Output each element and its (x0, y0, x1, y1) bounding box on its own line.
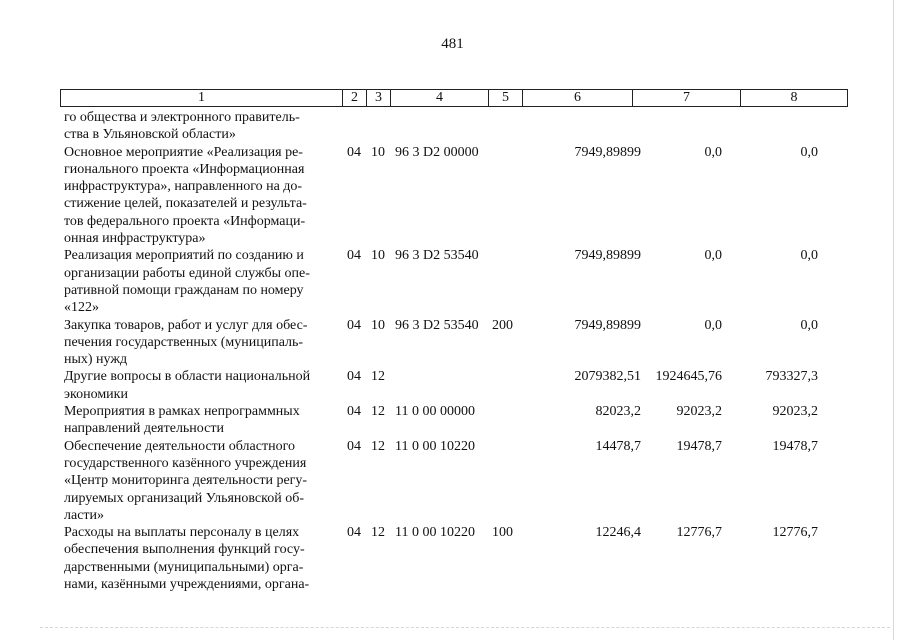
target-article-code: 96 3 D2 00000 (395, 144, 479, 160)
section-code: 04 (347, 525, 361, 541)
row-name: Расходы на выплаты персоналу в целях обеспечения выполнения функций госу- дарственными (муниципальными) орга- нами, казёнными учреждениями, органа- (64, 525, 310, 593)
table-body (64, 109, 854, 593)
amount-col6: 14478,7 (595, 438, 641, 454)
target-article-code: 11 0 00 10220 (395, 525, 475, 541)
table-row (64, 438, 854, 525)
section-code: 04 (347, 248, 361, 264)
row-name: Основное мероприятие «Реализация ре- гионального проекта «Информационная инфраструктура», направленного на до- стижение целей, показателей и результа- тов федерального проекта «Информаци- онная инфраструктура» (64, 144, 307, 247)
amount-col6: 7949,89899 (574, 144, 641, 160)
amount-col8: 12776,7 (772, 525, 818, 541)
table-row (64, 109, 854, 144)
amount-col6: 2079382,51 (574, 369, 641, 385)
page-number: 481 (441, 36, 464, 52)
expense-type-code: 100 (492, 525, 513, 541)
target-article-code: 11 0 00 00000 (395, 404, 475, 420)
subsection-code: 10 (371, 248, 385, 264)
column-header: 7 (633, 90, 741, 107)
section-code: 04 (347, 438, 361, 454)
row-name: го общества и электронного правитель- ства в Ульяновской области» (64, 110, 300, 143)
amount-col7: 0,0 (704, 317, 722, 333)
scan-edge (40, 627, 890, 628)
column-header: 6 (523, 90, 633, 107)
column-header: 8 (741, 90, 848, 107)
row-name: Обеспечение деятельности областного государственного казённого учреждения «Центр мониторинга деятельности регу- лируемых организаций Ульяновской об- ласти» (64, 438, 308, 523)
amount-col8: 19478,7 (772, 438, 818, 454)
table-row (64, 144, 854, 248)
table-row (64, 403, 854, 438)
expense-type-code: 200 (492, 317, 513, 333)
section-code: 04 (347, 317, 361, 333)
amount-col6: 82023,2 (595, 404, 641, 420)
subsection-code: 12 (371, 369, 385, 385)
subsection-code: 12 (371, 525, 385, 541)
amount-col6: 12246,4 (595, 525, 641, 541)
table-row (64, 247, 854, 316)
amount-col8: 0,0 (800, 248, 818, 264)
amount-col6: 7949,89899 (574, 317, 641, 333)
amount-col7: 0,0 (704, 248, 722, 264)
amount-col8: 92023,2 (772, 404, 818, 420)
row-name: Закупка товаров, работ и услуг для обес- печения государственных (муниципаль- ных) нужд (64, 317, 308, 368)
row-name: Другие вопросы в области национальной экономики (64, 369, 311, 402)
amount-col8: 0,0 (800, 317, 818, 333)
amount-col7: 0,0 (704, 144, 722, 160)
section-code: 04 (347, 404, 361, 420)
amount-col8: 793327,3 (765, 369, 818, 385)
amount-col7: 1924645,76 (655, 369, 722, 385)
section-code: 04 (347, 144, 361, 160)
amount-col7: 19478,7 (676, 438, 722, 454)
column-header: 4 (391, 90, 489, 107)
column-header: 3 (367, 90, 391, 107)
target-article-code: 11 0 00 10220 (395, 438, 475, 454)
column-header: 1 (61, 90, 343, 107)
target-article-code: 96 3 D2 53540 (395, 317, 479, 333)
row-name: Реализация мероприятий по созданию и организации работы единой службы опе- ративной помощи гражданам по номеру «122» (64, 248, 310, 316)
table-row (64, 368, 854, 403)
subsection-code: 10 (371, 317, 385, 333)
subsection-code: 12 (371, 438, 385, 454)
column-header: 2 (343, 90, 367, 107)
table-row (64, 524, 854, 593)
amount-col8: 0,0 (800, 144, 818, 160)
page-edge (893, 0, 894, 640)
amount-col6: 7949,89899 (574, 248, 641, 264)
row-name: Мероприятия в рамках непрограммных направлений деятельности (64, 404, 300, 437)
column-header: 5 (489, 90, 523, 107)
table-row (64, 317, 854, 369)
column-header-row (61, 90, 848, 107)
subsection-code: 12 (371, 404, 385, 420)
section-code: 04 (347, 369, 361, 385)
amount-col7: 92023,2 (676, 404, 722, 420)
subsection-code: 10 (371, 144, 385, 160)
target-article-code: 96 3 D2 53540 (395, 248, 479, 264)
column-header-table (60, 89, 848, 107)
amount-col7: 12776,7 (676, 525, 722, 541)
